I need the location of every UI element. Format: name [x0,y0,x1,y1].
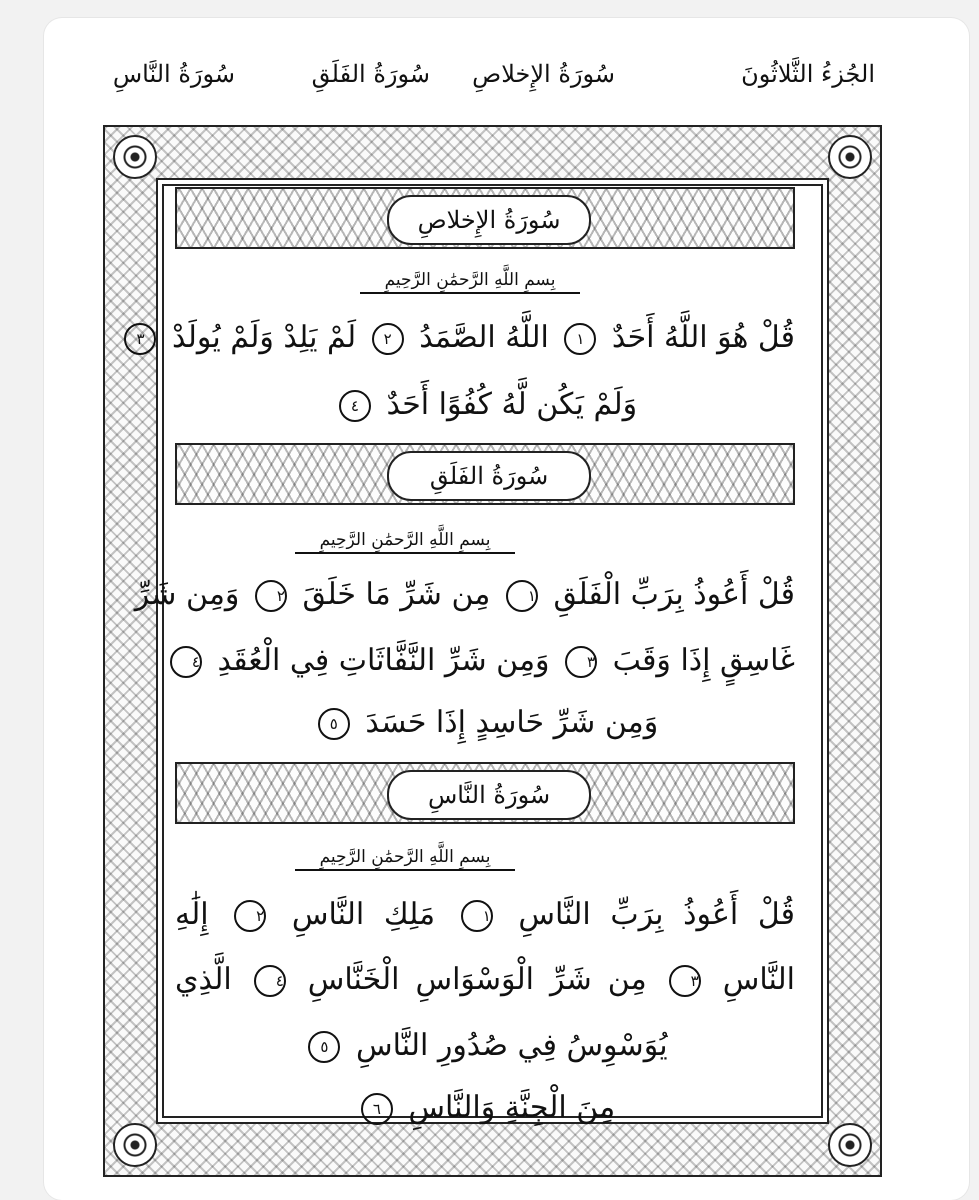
ayah-number-marker: ١ [564,323,596,355]
basmala: بِسمِ اللَّهِ الرَّحمَٰنِ الرَّحِيمِ [295,530,515,554]
verse-line [175,643,795,678]
ayah-number-marker: ٤ [254,965,286,997]
basmala: بِسمِ اللَّهِ الرَّحمَٰنِ الرَّحِيمِ [295,847,515,871]
verse-text: النَّاسِ [722,962,796,997]
surah-title: سُورَةُ الفَلَقِ [387,451,591,501]
verse-text: مَلِكِ النَّاسِ [291,897,436,932]
verse-line [175,897,795,932]
surah-banner-falaq [175,443,795,505]
verse-line [134,577,795,612]
ayah-number-marker: ٤ [170,646,202,678]
verse-text: مِن شَرِّ مَا خَلَقَ [302,577,491,612]
surah-banner-nas [175,762,795,824]
ayah-number-marker: ٢ [372,323,404,355]
ayah-number-marker: ٥ [318,708,350,740]
verse-text: لَمْ يَلِدْ وَلَمْ يُولَدْ [172,320,357,355]
ayah-number-marker: ٣ [565,646,597,678]
verse-text: وَمِن شَرِّ [134,577,240,612]
surah-title: سُورَةُ الإِخلاصِ [387,195,591,245]
verse-line [175,705,795,740]
verse-text: الَّذِي [175,962,232,997]
ayah-number-marker: ٤ [339,390,371,422]
verse-text: غَاسِقٍ إِذَا وَقَبَ [612,643,795,678]
ayah-number-marker: ٣ [124,323,156,355]
corner-ornament-icon [828,1123,872,1167]
basmala: بِسمِ اللَّهِ الرَّحمَٰنِ الرَّحِيمِ [360,270,580,294]
verse-text: قُلْ هُوَ اللَّهُ أَحَدٌ [611,320,795,355]
ayah-number-marker: ٥ [308,1031,340,1063]
surah-title: سُورَةُ النَّاسِ [387,770,591,820]
ayah-number-marker: ٢ [255,580,287,612]
verse-text: إِلَٰهِ [175,897,209,932]
verse-text: مِن شَرِّ الْوَسْوَاسِ الْخَنَّاسِ [307,962,647,997]
verse-line [175,1090,795,1125]
verse-text: وَمِن شَرِّ حَاسِدٍ إِذَا حَسَدَ [365,705,659,740]
ayah-number-marker: ١ [461,900,493,932]
verse-text: قُلْ أَعُوذُ بِرَبِّ النَّاسِ [518,897,795,932]
verse-line [175,962,795,997]
ayah-number-marker: ٣ [669,965,701,997]
header-surah-falaq: سُورَةُ الفَلَقِ [311,60,430,88]
ayah-number-marker: ٢ [234,900,266,932]
surah-banner-ikhlas [175,187,795,249]
verse-line [136,320,795,355]
header-surah-nas: سُورَةُ النَّاسِ [112,60,235,88]
verse-text: قُلْ أَعُوذُ بِرَبِّ الْفَلَقِ [553,577,795,612]
corner-ornament-icon [113,135,157,179]
corner-ornament-icon [828,135,872,179]
corner-ornament-icon [113,1123,157,1167]
ayah-number-marker: ٦ [361,1093,393,1125]
verse-text: وَلَمْ يَكُن لَّهُ كُفُوًا أَحَدٌ [386,387,638,422]
juz-label: الجُزءُ الثَّلاثُونَ [741,60,875,88]
page-header [105,52,875,112]
verse-text: مِنَ الْجِنَّةِ وَالنَّاسِ [408,1090,616,1125]
header-surah-ikhlas: سُورَةُ الإِخلاصِ [472,60,615,88]
verse-text: يُوَسْوِسُ فِي صُدُورِ النَّاسِ [356,1028,668,1063]
verse-line [175,1028,795,1063]
verse-text: وَمِن شَرِّ النَّفَّاثَاتِ فِي الْعُقَدِ [217,643,550,678]
ayah-number-marker: ١ [506,580,538,612]
verse-line [175,387,795,422]
verse-text: اللَّهُ الصَّمَدُ [419,320,549,355]
